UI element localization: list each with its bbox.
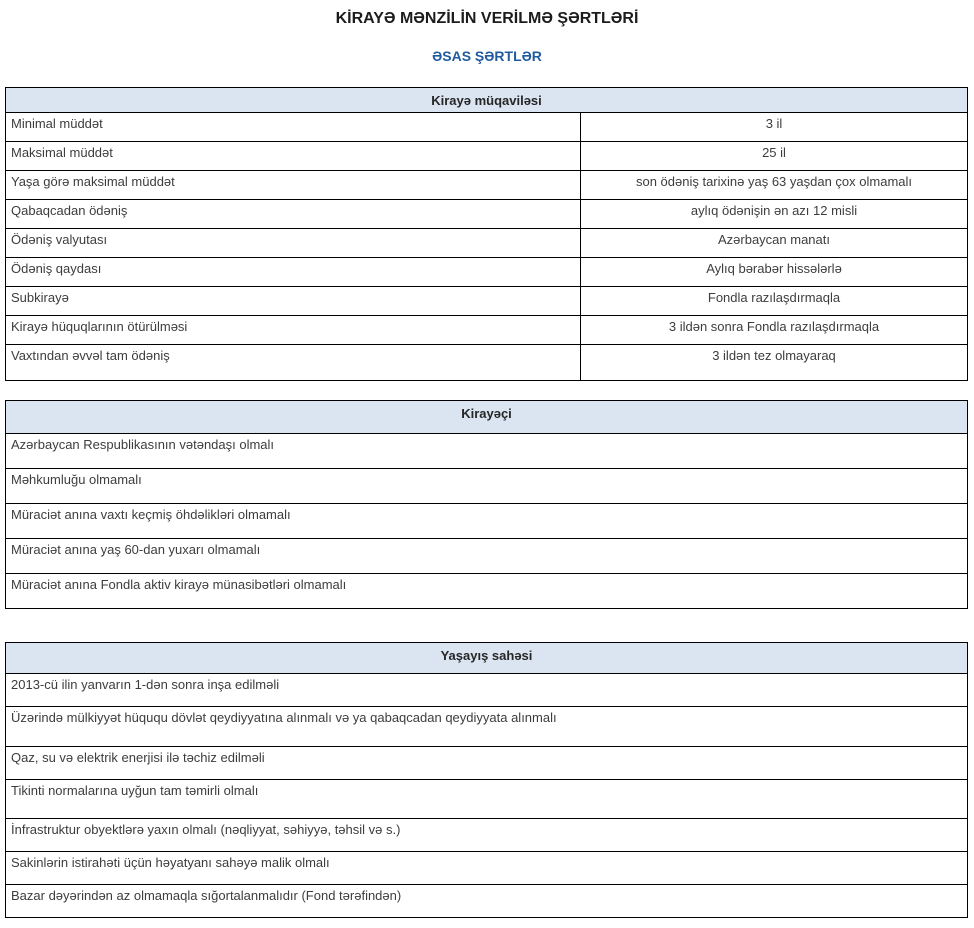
row-label: Maksimal müddət	[6, 142, 581, 171]
row-label: Bazar dəyərindən az olmamaqla sığortalanmalıdır (Fond tərəfindən)	[6, 885, 968, 918]
row-value: aylıq ödənişin ən azı 12 misli	[581, 200, 968, 229]
table-row	[6, 171, 968, 200]
table-row	[6, 345, 968, 381]
table-row	[6, 142, 968, 171]
row-label: Müraciət anına Fondla aktiv kirayə münasibətləri olmamalı	[6, 574, 968, 609]
row-label: Vaxtından əvvəl tam ödəniş	[6, 345, 581, 381]
table-row	[6, 885, 968, 918]
row-label: Kirayə hüquqlarının ötürülməsi	[6, 316, 581, 345]
table-header-row	[6, 88, 968, 113]
row-label: Məhkumluğu olmamalı	[6, 469, 968, 504]
table-header-row	[6, 401, 968, 434]
row-label: Ödəniş valyutası	[6, 229, 581, 258]
page-title: KİRAYƏ MƏNZİLİN VERİLMƏ ŞƏRTLƏRİ	[335, 10, 639, 27]
dwelling-rows	[6, 674, 968, 918]
table-header: Yaşayış sahəsi	[6, 643, 968, 674]
row-label: Subkirayə	[6, 287, 581, 316]
table-row	[6, 747, 968, 780]
table-row	[6, 316, 968, 345]
table-row	[6, 819, 968, 852]
row-value: 3 ildən sonra Fondla razılaşdırmaqla	[581, 316, 968, 345]
table-row	[6, 504, 968, 539]
table-row	[6, 469, 968, 504]
table-row	[6, 574, 968, 609]
page-subtitle: ƏSAS ŞƏRTLƏR	[432, 48, 542, 64]
row-label: Ödəniş qaydası	[6, 258, 581, 287]
row-value: Fondla razılaşdırmaqla	[581, 287, 968, 316]
dwelling-table	[5, 642, 968, 918]
row-label: Qaz, su və elektrik enerjisi ilə təchiz edilməli	[6, 747, 968, 780]
tenant-table	[5, 400, 968, 609]
row-value: 25 il	[581, 142, 968, 171]
row-value: son ödəniş tarixinə yaş 63 yaşdan çox olmamalı	[581, 171, 968, 200]
row-label: Yaşa görə maksimal müddət	[6, 171, 581, 200]
row-label: Tikinti normalarına uyğun tam təmirli olmalı	[6, 780, 968, 819]
table-header: Kirayə müqaviləsi	[6, 88, 968, 113]
table-header: Kirayəçi	[6, 401, 968, 434]
row-value: 3 il	[581, 113, 968, 142]
row-label: Minimal müddət	[6, 113, 581, 142]
table-row	[6, 674, 968, 707]
table-header-row	[6, 643, 968, 674]
row-label: İnfrastruktur obyektlərə yaxın olmalı (nəqliyyat, səhiyyə, təhsil və s.)	[6, 819, 968, 852]
rental-contract-table	[5, 87, 968, 381]
row-label: Üzərində mülkiyyət hüququ dövlət qeydiyyatına alınmalı və ya qabaqcadan qeydiyyata alınmalı	[6, 707, 968, 747]
row-value: Azərbaycan manatı	[581, 229, 968, 258]
row-value: 3 ildən tez olmayaraq	[581, 345, 968, 381]
table-row	[6, 539, 968, 574]
table-row	[6, 287, 968, 316]
table-row	[6, 780, 968, 819]
tenant-rows	[6, 434, 968, 609]
row-label: Sakinlərin istirahəti üçün həyatyanı sahəyə malik olmalı	[6, 852, 968, 885]
table-row	[6, 113, 968, 142]
table-row	[6, 434, 968, 469]
row-label: Müraciət anına vaxtı keçmiş öhdəlikləri olmamalı	[6, 504, 968, 539]
row-label: 2013-cü ilin yanvarın 1-dən sonra inşa edilməli	[6, 674, 968, 707]
table-row	[6, 229, 968, 258]
table-row	[6, 707, 968, 747]
row-label: Azərbaycan Respublikasının vətəndaşı olmalı	[6, 434, 968, 469]
table-row	[6, 200, 968, 229]
row-label: Müraciət anına yaş 60-dan yuxarı olmamalı	[6, 539, 968, 574]
row-label: Qabaqcadan ödəniş	[6, 200, 581, 229]
table-row	[6, 852, 968, 885]
rental-contract-rows	[6, 113, 968, 381]
table-row	[6, 258, 968, 287]
row-value: Aylıq bərabər hissələrlə	[581, 258, 968, 287]
